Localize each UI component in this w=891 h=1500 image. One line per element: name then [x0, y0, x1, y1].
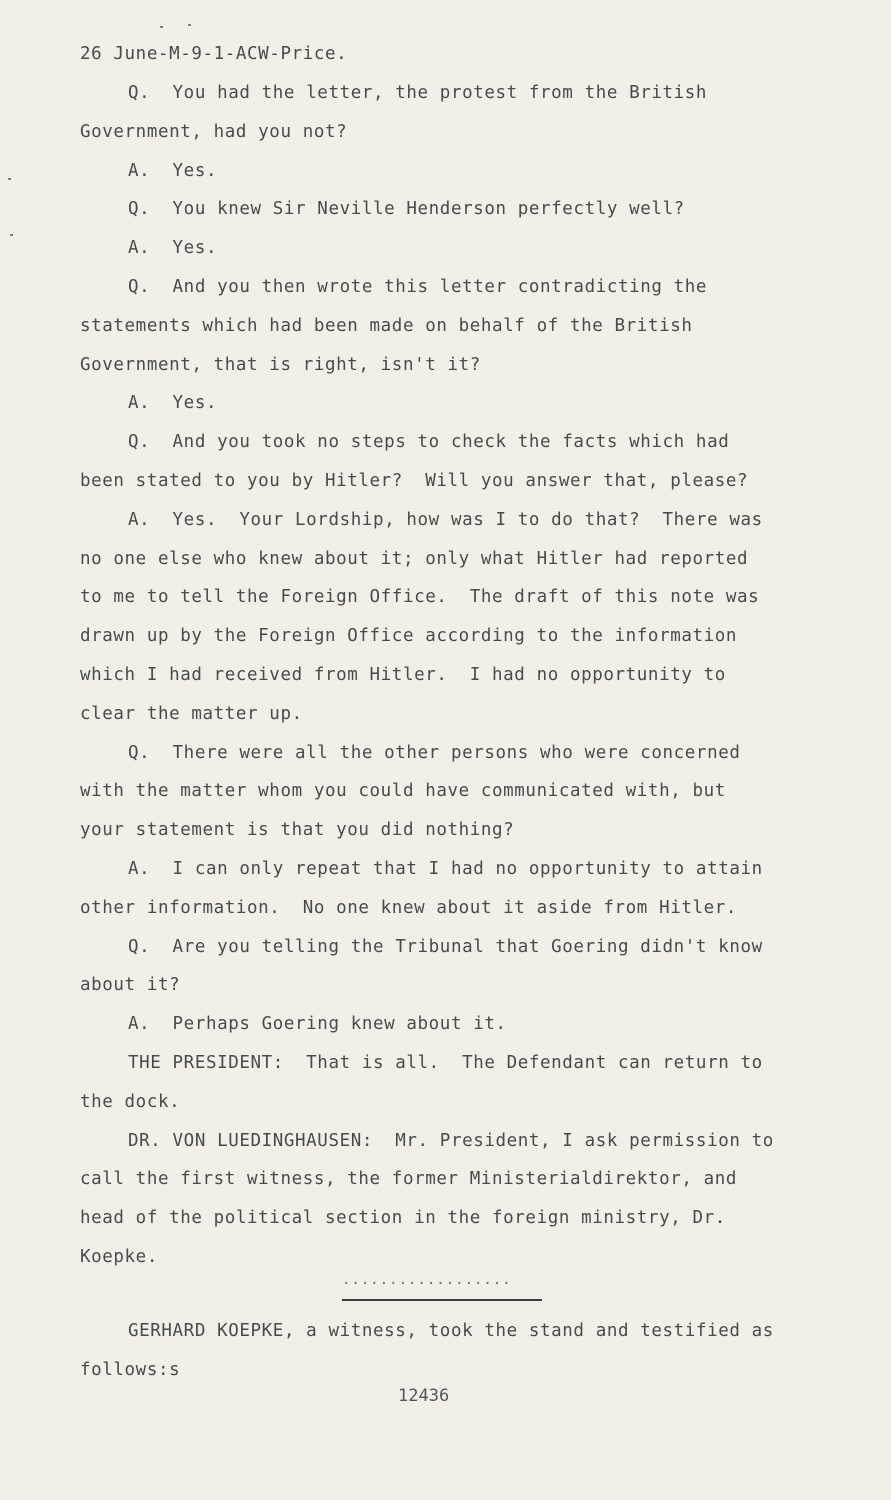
- text-line: your statement is that you did nothing?: [80, 820, 515, 841]
- text-line: A. I can only repeat that I had no opportunity to attain: [128, 858, 763, 879]
- stray-mark: [10, 234, 13, 236]
- text-line: about it?: [80, 975, 181, 996]
- text-line: follows:s: [80, 1359, 181, 1380]
- text-line: A. Yes. Your Lordship, how was I to do that? There was: [128, 509, 763, 530]
- text-line: THE PRESIDENT: That is all. The Defendant can return to: [128, 1052, 763, 1073]
- separator-rule: [342, 1299, 542, 1301]
- text-line: Government, had you not?: [80, 121, 348, 142]
- page-header: 26 June-M-9-1-ACW-Price.: [80, 44, 348, 64]
- transcript-lines: [80, 74, 810, 1277]
- text-line: Q. And you then wrote this letter contradicting the: [128, 276, 708, 297]
- text-line: head of the political section in the foreign ministry, Dr.: [80, 1208, 726, 1229]
- text-line: A. Yes.: [128, 160, 218, 181]
- text-line: Q. And you took no steps to check the facts which had: [128, 432, 730, 453]
- closing-text: [80, 1312, 810, 1390]
- stray-mark: [8, 178, 11, 180]
- text-line: to me to tell the Foreign Office. The draft of this note was: [80, 587, 760, 608]
- text-line: no one else who knew about it; only what Hitler had reported: [80, 548, 749, 569]
- text-line: Q. Are you telling the Tribunal that Goering didn't know: [128, 936, 763, 957]
- stray-mark: [188, 24, 191, 26]
- text-line: statements which had been made on behalf of the British: [80, 315, 693, 336]
- text-line: clear the matter up.: [80, 703, 303, 724]
- text-line: which I had received from Hitler. I had no opportunity to: [80, 664, 726, 685]
- transcript-body: [80, 34, 810, 1277]
- text-line: DR. VON LUEDINGHAUSEN: Mr. President, I ask permission to: [128, 1130, 774, 1151]
- stray-mark: [160, 26, 163, 28]
- text-line: GERHARD KOEPKE, a witness, took the stand and testified as: [128, 1321, 774, 1341]
- text-line: Q. You knew Sir Neville Henderson perfectly well?: [128, 199, 685, 220]
- separator-dots: ..................: [342, 1272, 512, 1288]
- text-line: Koepke.: [80, 1246, 158, 1267]
- text-line: A. Perhaps Goering knew about it.: [128, 1014, 507, 1035]
- text-line: Q. There were all the other persons who were concerned: [128, 742, 741, 763]
- text-line: with the matter whom you could have communicated with, but: [80, 781, 726, 802]
- text-line: other information. No one knew about it aside from Hitler.: [80, 897, 738, 918]
- text-line: call the first witness, the former Ministerialdirektor, and: [80, 1169, 738, 1190]
- text-line: the dock.: [80, 1091, 181, 1112]
- closing-lines: [80, 1312, 810, 1390]
- text-line: Government, that is right, isn't it?: [80, 354, 481, 375]
- text-line: Q. You had the letter, the protest from the British: [128, 83, 708, 103]
- page-number: 12436: [398, 1386, 450, 1406]
- text-line: been stated to you by Hitler? Will you answer that, please?: [80, 470, 749, 491]
- text-line: drawn up by the Foreign Office according to the information: [80, 626, 738, 647]
- text-line: A. Yes.: [128, 238, 218, 259]
- text-line: A. Yes.: [128, 393, 218, 414]
